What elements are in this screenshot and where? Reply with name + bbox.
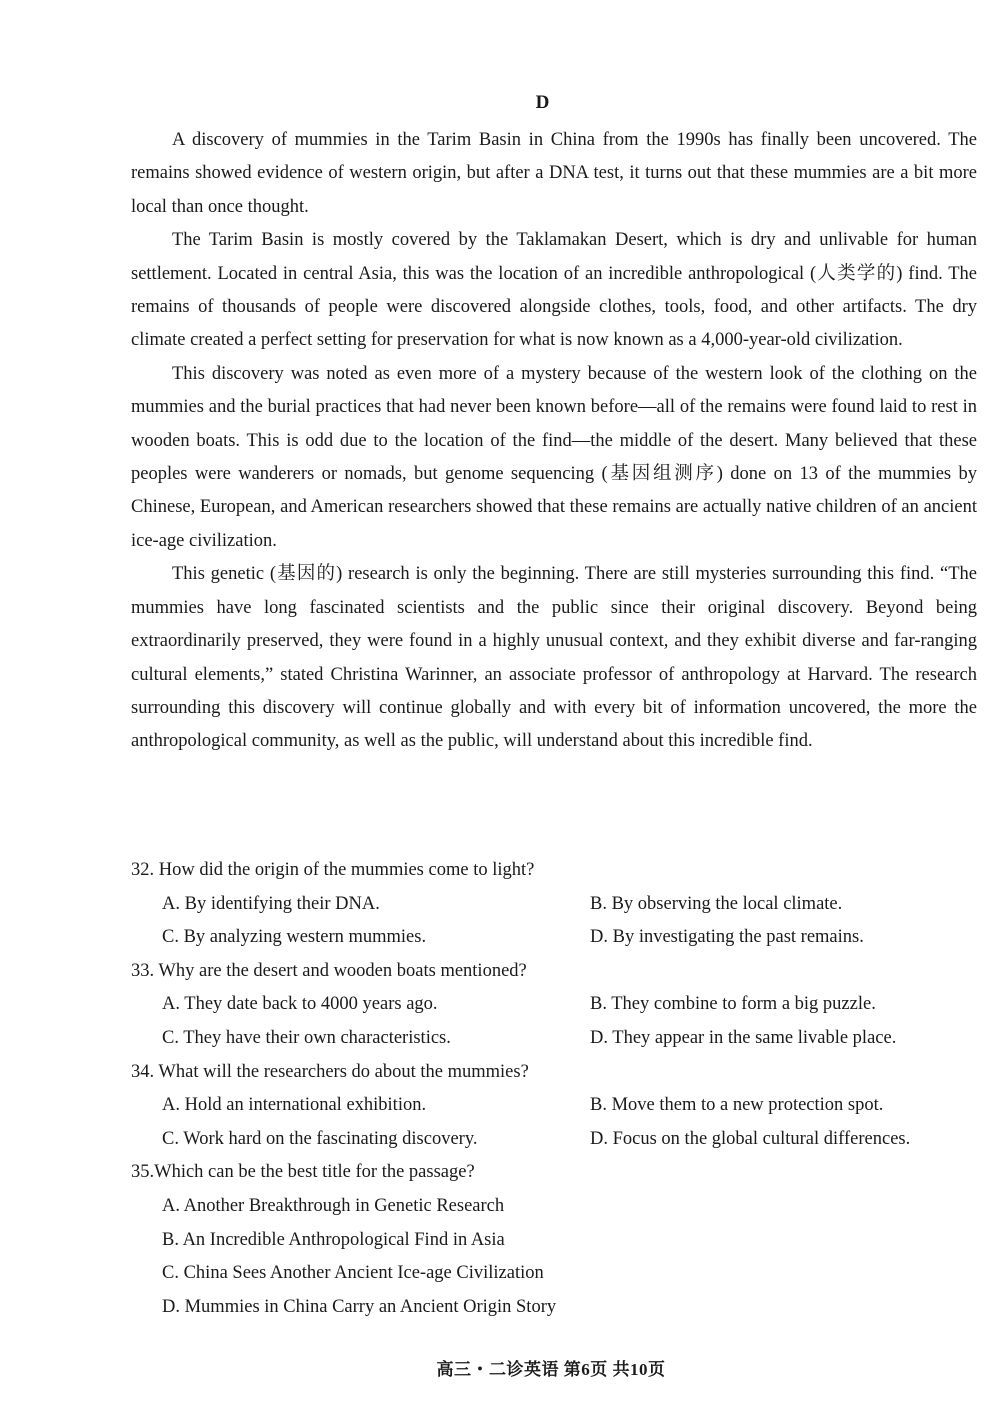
question-stem: 32. How did the origin of the mummies come to light? [131, 860, 535, 880]
option-a: A. They date back to 4000 years ago. [162, 994, 438, 1015]
passage-paragraph-4: This genetic (基因的) research is only the beginning. There are still mysteries surrounding this find. “The mummies have long fascinated scientists and the public since their original discovery. Beyond being extraordinarily preserved, they were found in a highly unusual context, and they exhibit diverse and far-ranging cultural elements,” stated Christina Warinner, an associate professor of anthropology at Harvard. The research surrounding this discovery will continue globally and with every bit of information uncovered, the more the anthropological community, as well as the public, will understand about this incredible find. [131, 564, 977, 752]
option-d: D. Mummies in China Carry an Ancient Origin Story [162, 1296, 557, 1317]
option-d: D. They appear in the same livable place. [590, 1027, 897, 1048]
option-b: B. An Incredible Anthropological Find in Asia [162, 1229, 505, 1250]
option-row [131, 1123, 977, 1157]
option-row [131, 988, 977, 1022]
option-row [131, 1022, 977, 1056]
option-a: A. By identifying their DNA. [162, 893, 380, 914]
question-32 [131, 854, 977, 955]
passage-paragraph-2: The Tarim Basin is mostly covered by the Taklamakan Desert, which is dry and unlivable for human settlement. Located in central Asia, this was the location of an incredible anthropological (人类学的) find. The remains of thousands of people were discovered alongside clothes, tools, food, and other artifacts. The dry climate created a perfect setting for preservation for what is now known as a 4,000-year-old civilization. [131, 230, 977, 351]
page-footer: 高三・二诊英语 第6页 共10页 [436, 1360, 666, 1379]
option-row [131, 1089, 977, 1123]
option-b: B. Move them to a new protection spot. [590, 1095, 884, 1116]
question-stem: 33. Why are the desert and wooden boats mentioned? [131, 960, 527, 981]
option-c: C. They have their own characteristics. [162, 1027, 451, 1048]
reading-passage [131, 124, 977, 759]
section-title: D [535, 92, 550, 113]
option-c: C. China Sees Another Ancient Ice-age Civilization [162, 1263, 544, 1284]
question-35 [131, 1156, 977, 1324]
option-a: A. Another Breakthrough in Genetic Research [162, 1195, 505, 1216]
question-stem: 34. What will the researchers do about the mummies? [131, 1061, 529, 1082]
passage-paragraph-3: This discovery was noted as even more of a mystery because of the western look of the clothing on the mummies and the burial practices that had never been known before—all of the remains were found laid to rest in wooden boats. This is odd due to the location of the find—the middle of the desert. Many believed that these peoples were wanderers or nomads, but genome sequencing (基因组测序) done on 13 of the mummies by Chinese, European, and American researchers showed that these remains are actually native children of an ancient ice-age civilization. [131, 363, 977, 551]
option-row [131, 921, 977, 955]
question-33 [131, 955, 977, 1056]
question-list [131, 854, 977, 1324]
option-a: A. Hold an international exhibition. [162, 1095, 427, 1116]
option-c: C. By analyzing western mummies. [162, 927, 427, 948]
option-b: B. By observing the local climate. [590, 893, 843, 914]
option-c: C. Work hard on the fascinating discovery. [162, 1128, 478, 1149]
option-row [131, 888, 977, 922]
question-34 [131, 1056, 977, 1157]
question-stem: 35.Which can be the best title for the passage? [131, 1162, 475, 1183]
option-b: B. They combine to form a big puzzle. [590, 994, 876, 1015]
option-d: D. Focus on the global cultural differences. [590, 1128, 911, 1149]
passage-paragraph-1: A discovery of mummies in the Tarim Basin in China from the 1990s has finally been uncovered. The remains showed evidence of western origin, but after a DNA test, it turns out that these mummies are a bit more local than once thought. [131, 130, 977, 217]
option-d: D. By investigating the past remains. [590, 927, 864, 948]
